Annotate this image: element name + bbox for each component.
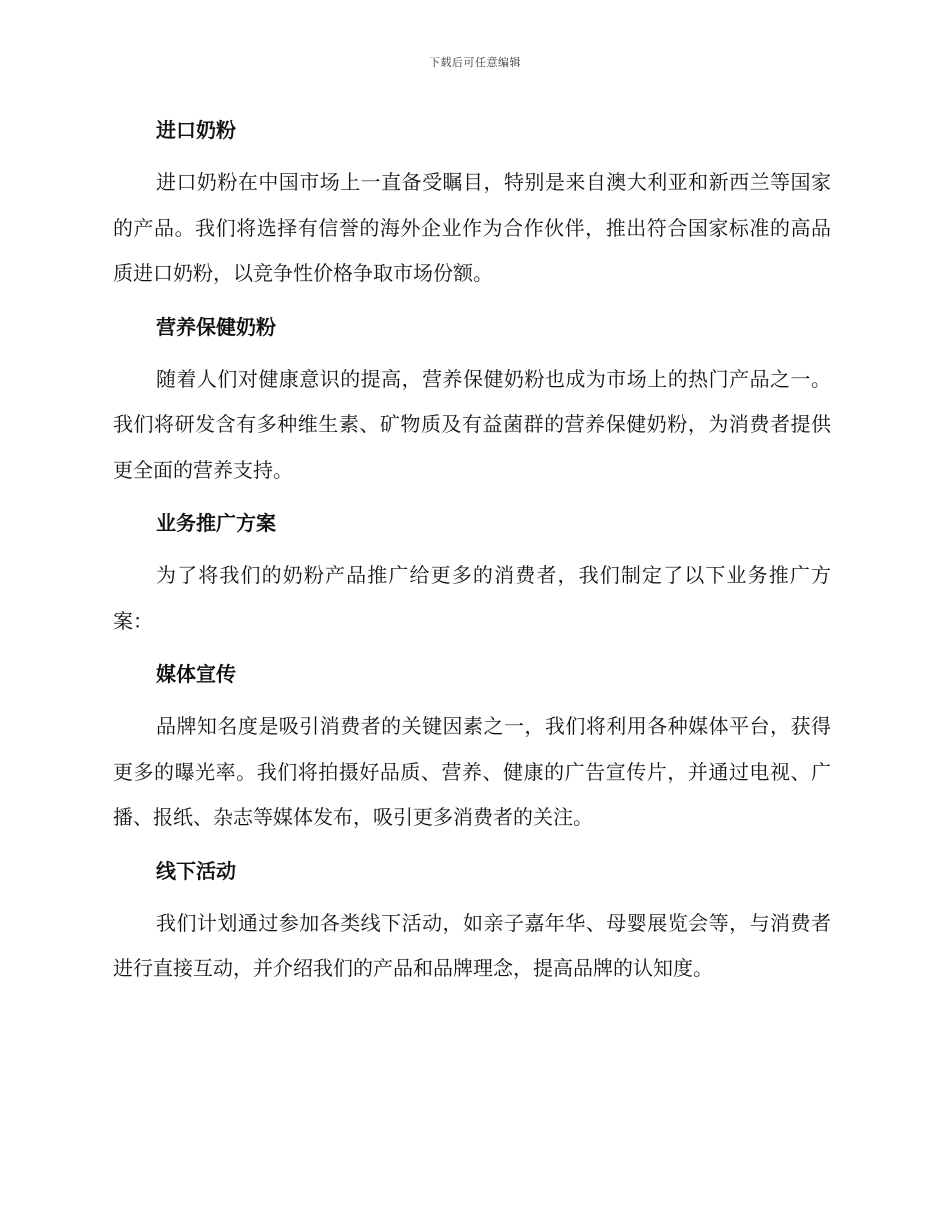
- section-paragraph-imported-milk-powder: 进口奶粉在中国市场上一直备受瞩目，特别是来自澳大利亚和新西兰等国家的产品。我们将选择有信誉的海外企业作为合作伙伴，推出符合国家标准的高品质进口奶粉，以竞争性价格争取市场份额。: [113, 170, 831, 285]
- section-paragraph-nutrition-milk-powder: 随着人们对健康意识的提高，营养保健奶粉也成为市场上的热门产品之一。我们将研发含有多种维生素、矿物质及有益菌群的营养保健奶粉，为消费者提供更全面的营养支持。: [113, 366, 831, 482]
- section-paragraph-offline-activities: 我们计划通过参加各类线下活动，如亲子嘉年华、母婴展览会等，与消费者进行直接互动，并介绍我们的产品和品牌理念，提高品牌的认知度。: [113, 910, 831, 980]
- section-title-promotion-plan: 业务推广方案: [156, 511, 276, 535]
- section-title-media-publicity: 媒体宣传: [156, 662, 236, 686]
- section-paragraph-media-publicity: 品牌知名度是吸引消费者的关键因素之一，我们将利用各种媒体平台，获得更多的曝光率。我们将拍摄好品质、营养、健康的广告宣传片，并通过电视、广播、报纸、杂志等媒体发布，吸引更多消费者的关注。: [113, 714, 831, 829]
- section-title-imported-milk-powder: 进口奶粉: [156, 118, 236, 142]
- section-paragraph-promotion-plan: 为了将我们的奶粉产品推广给更多的消费者，我们制定了以下业务推广方案：: [113, 563, 831, 633]
- section-title-nutrition-milk-powder: 营养保健奶粉: [156, 314, 276, 339]
- page-header-note: 下载后可任意编辑: [429, 56, 521, 69]
- document-body: [113, 108, 831, 1000]
- section-title-offline-activities: 线下活动: [156, 858, 236, 883]
